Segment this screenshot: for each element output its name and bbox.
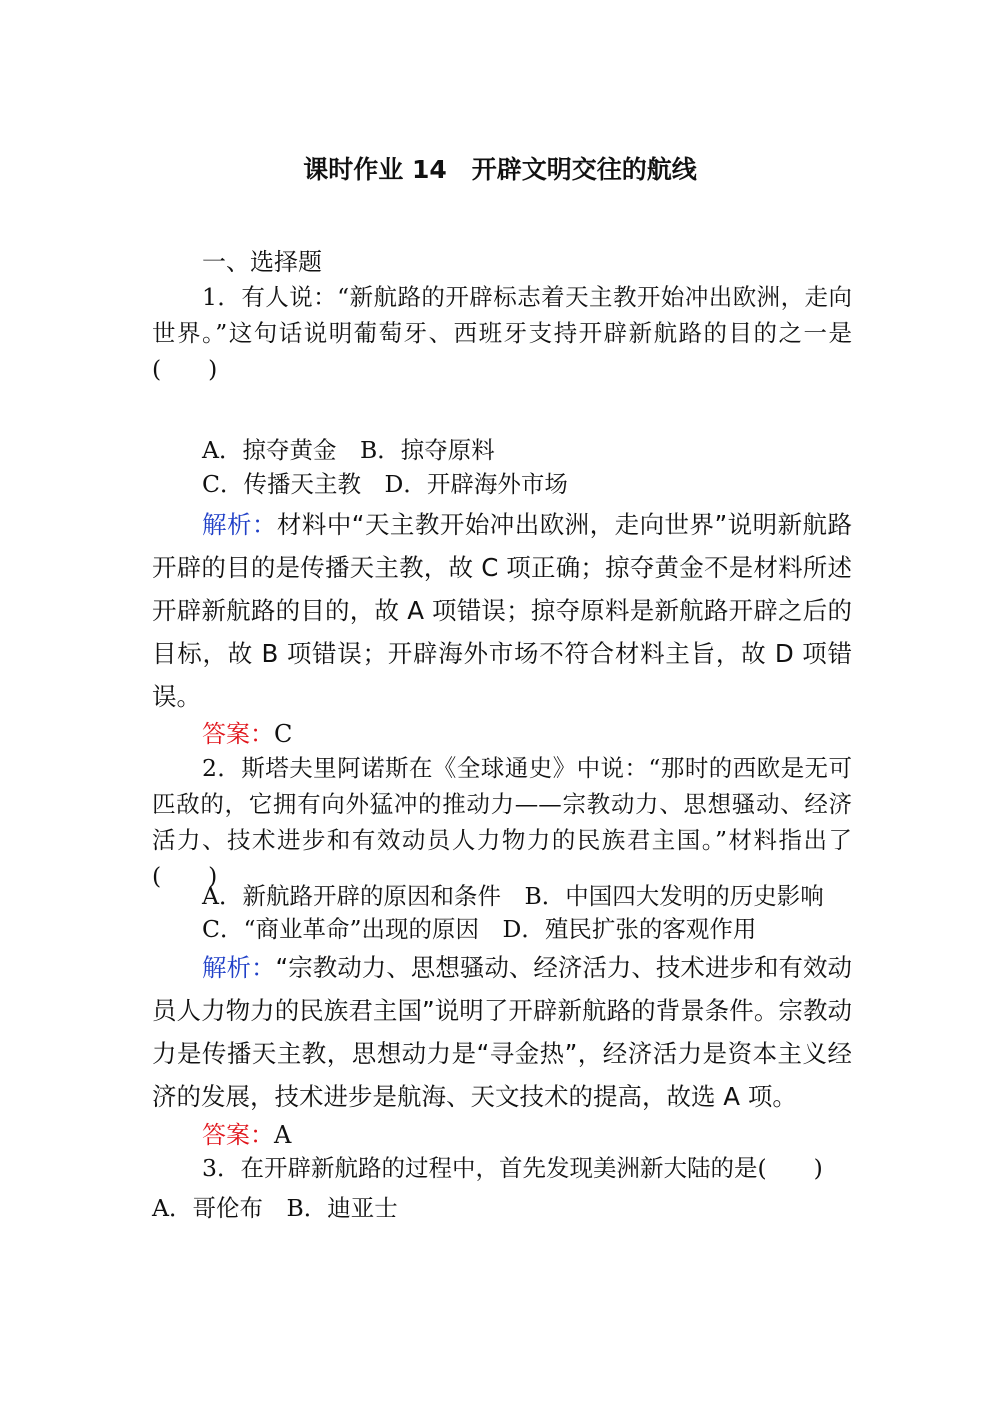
answer-label: 答案：: [202, 720, 274, 748]
page-title: 课时作业 14 开辟文明交往的航线: [303, 155, 697, 184]
question-1-analysis: [152, 503, 852, 718]
analysis-label: 解析：: [202, 953, 276, 982]
analysis-text: 材料中“天主教开始冲出欧洲，走向世界”说明新航路开辟的目的是传播天主教，故 C 项正确；掠夺黄金不是材料所述开辟新航路的目的，故 A 项错误；掠夺原料是新航路开辟之后的目标，故 B 项错误；开辟海外市场不符合材料主旨，故 D 项错误。: [152, 510, 853, 711]
question-3-options-line-1: A．哥伦布 B．迪亚士: [152, 1194, 398, 1222]
question-2-stem: 2．斯塔夫里阿诺斯在《全球通史》中说：“那时的西欧是无可匹敌的，它拥有向外猛冲的推动力——宗教动力、思想骚动、经济活力、技术进步和有效动员人力物力的民族君主国。”材料指出了( ): [152, 754, 852, 890]
question-2-options-line-1: A．新航路开辟的原因和条件 B．中国四大发明的历史影响: [202, 882, 824, 910]
analysis-label: 解析：: [202, 510, 277, 539]
section-heading: 一、选择题: [202, 248, 322, 276]
question-1-options-line-1: A．掠夺黄金 B．掠夺原料: [202, 436, 495, 464]
question-2-analysis: [152, 946, 852, 1118]
question-1-answer: [202, 716, 292, 752]
analysis-text: “宗教动力、思想骚动、经济活力、技术进步和有效动员人力物力的民族君主国”说明了开辟新航路的背景条件。宗教动力是传播天主教，思想动力是“寻金热”，经济活力是资本主义经济的发展，技术进步是航海、天文技术的提高，故选 A 项。: [152, 953, 852, 1111]
question-2-options-line-2: C．“商业革命”出现的原因 D．殖民扩张的客观作用: [202, 915, 757, 943]
answer-label: 答案：: [202, 1121, 274, 1149]
question-3-stem: 3．在开辟新航路的过程中，首先发现美洲新大陆的是( ): [202, 1154, 823, 1182]
answer-value: C: [274, 720, 293, 748]
answer-value: A: [274, 1121, 292, 1149]
question-2-answer: [202, 1117, 291, 1153]
question-1-stem: 1．有人说：“新航路的开辟标志着天主教开始冲出欧洲，走向世界。”这句话说明葡萄牙、西班牙支持开辟新航路的目的之一是( ): [152, 283, 852, 383]
question-1-options-line-2: C．传播天主教 D．开辟海外市场: [202, 470, 568, 498]
